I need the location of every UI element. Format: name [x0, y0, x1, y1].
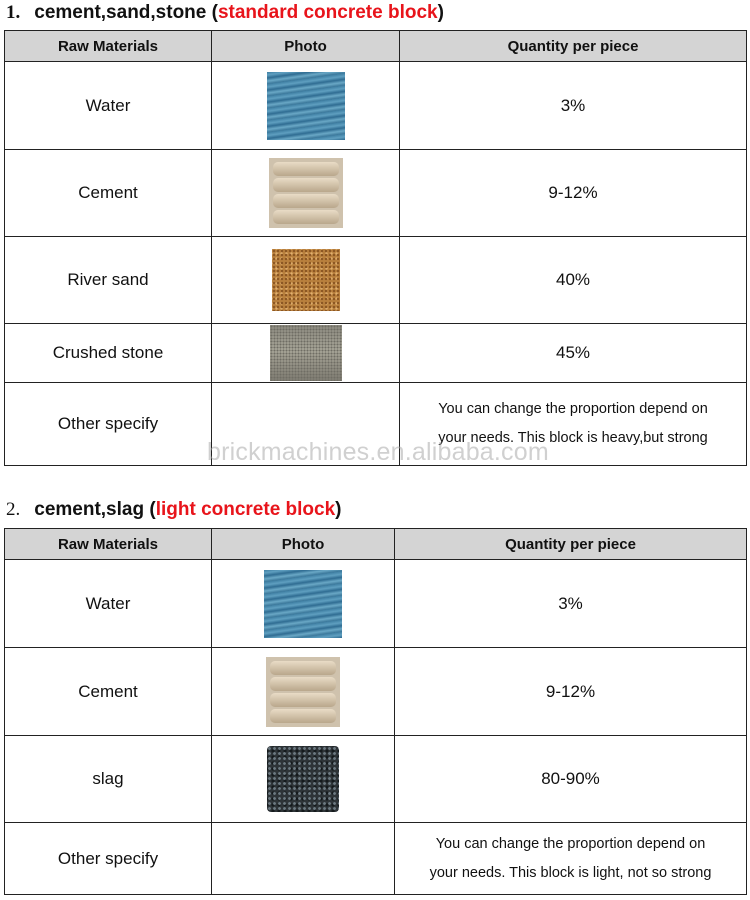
section-1-title-prefix: cement,sand,stone (: [34, 2, 218, 23]
note-cell: [395, 823, 747, 895]
material-cell: Crushed stone: [5, 324, 212, 383]
note-line: your needs. This block is heavy,but strong: [438, 430, 708, 446]
section-1-title: [6, 2, 444, 24]
section-2-title-highlight: light concrete block: [155, 499, 336, 520]
photo-cell: [212, 62, 400, 150]
table-row: [5, 237, 747, 324]
light-block-table: [4, 528, 747, 895]
note-line: You can change the proportion depend on: [435, 835, 706, 852]
table-row: [5, 736, 747, 823]
material-cell: River sand: [5, 237, 212, 324]
photo-cell: [212, 823, 395, 895]
photo-cell: [212, 560, 395, 648]
section-2-title: [6, 499, 342, 521]
material-cell: Water: [5, 560, 212, 648]
table-row: [5, 62, 747, 150]
water-photo: [267, 72, 345, 140]
header-photo: Photo: [212, 31, 400, 62]
material-cell: slag: [5, 736, 212, 823]
material-cell: Water: [5, 62, 212, 150]
quantity-cell: 45%: [400, 324, 747, 383]
note-line: your needs. This block is light, not so strong: [429, 864, 712, 881]
photo-cell: [212, 736, 395, 823]
table-row: [5, 648, 747, 736]
photo-cell: [212, 648, 395, 736]
quantity-cell: 80-90%: [395, 736, 747, 823]
section-2-title-prefix: cement,slag (: [34, 499, 156, 520]
water-photo: [264, 570, 342, 638]
river-sand-photo: [272, 249, 340, 311]
table-header-row: [5, 529, 747, 560]
quantity-cell: 40%: [400, 237, 747, 324]
photo-cell: [212, 150, 400, 237]
quantity-cell: 3%: [400, 62, 747, 150]
section-1-title-suffix: ): [437, 2, 444, 23]
section-1-number: 1.: [6, 2, 21, 23]
material-cell: Other specify: [5, 383, 212, 466]
note-line: You can change the proportion depend on: [438, 401, 708, 417]
standard-block-table: [4, 30, 747, 466]
watermark-text: brickmachines.en.alibaba.com: [207, 438, 549, 466]
cement-bags-photo: [266, 657, 340, 727]
header-raw-materials: Raw Materials: [5, 529, 212, 560]
quantity-cell: 9-12%: [400, 150, 747, 237]
header-quantity: Quantity per piece: [400, 31, 747, 62]
section-2-title-suffix: ): [335, 499, 342, 520]
slag-photo: [267, 746, 339, 812]
table-row: [5, 150, 747, 237]
header-quantity: Quantity per piece: [395, 529, 747, 560]
header-raw-materials: Raw Materials: [5, 31, 212, 62]
material-cell: Other specify: [5, 823, 212, 895]
table-row: [5, 560, 747, 648]
photo-cell: [212, 324, 400, 383]
quantity-cell: 3%: [395, 560, 747, 648]
section-2-number: 2.: [6, 499, 21, 520]
cement-bags-photo: [269, 158, 343, 228]
section-1-title-highlight: standard concrete block: [217, 2, 438, 23]
quantity-cell: 9-12%: [395, 648, 747, 736]
material-cell: Cement: [5, 648, 212, 736]
crushed-stone-photo: [270, 325, 342, 381]
table-row: [5, 324, 747, 383]
header-photo: Photo: [212, 529, 395, 560]
material-cell: Cement: [5, 150, 212, 237]
photo-cell: [212, 237, 400, 324]
table-row: [5, 823, 747, 895]
table-header-row: [5, 31, 747, 62]
